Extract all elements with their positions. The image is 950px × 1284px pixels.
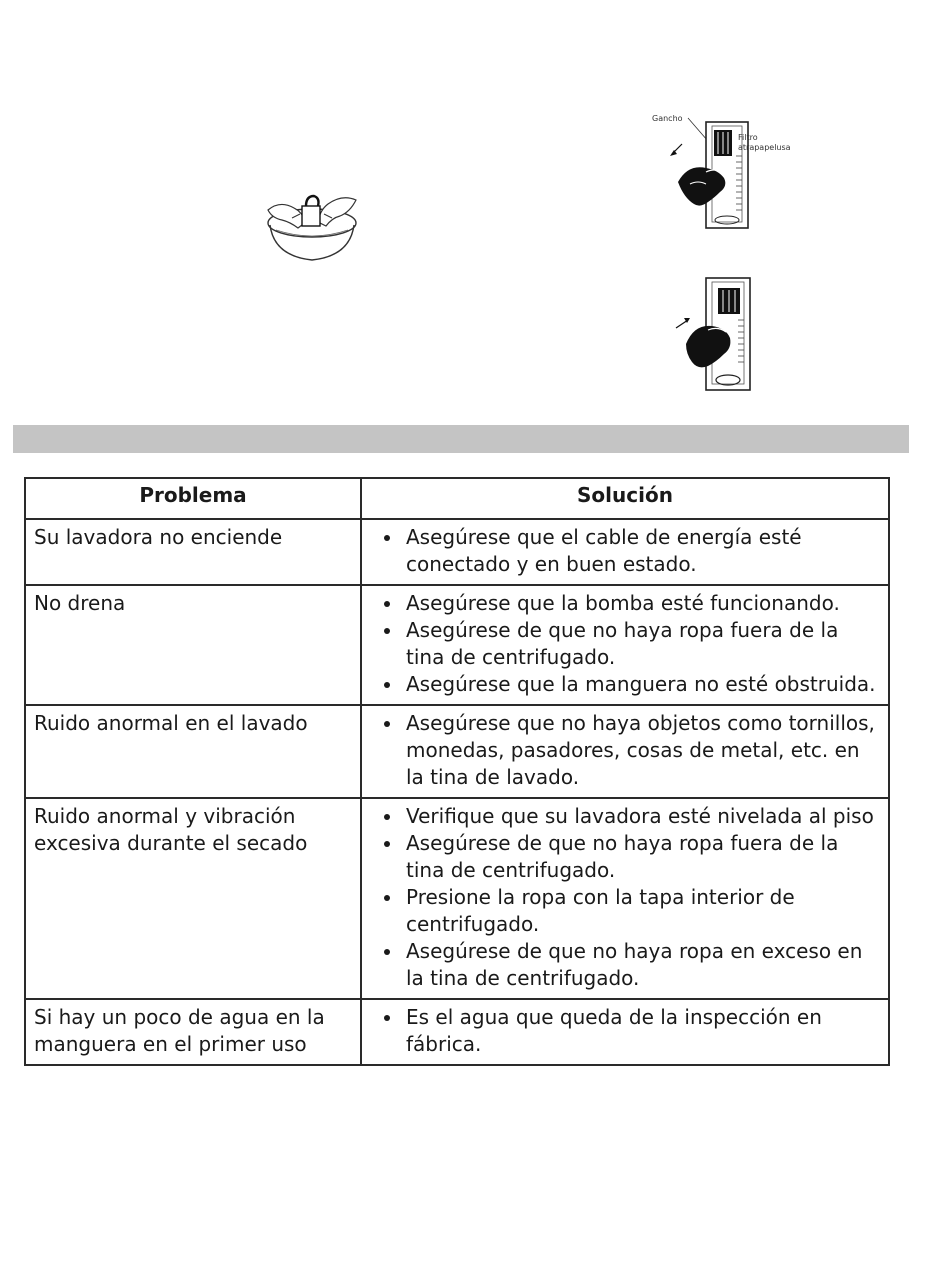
filter-insertion-illustration <box>672 272 782 397</box>
troubleshooting-table <box>24 477 890 1066</box>
problem-cell: Ruido anormal en el lavado <box>25 705 361 798</box>
lint-filter-label: Filtro atrapapelusa <box>738 133 791 152</box>
section-header-bar <box>13 425 909 453</box>
table-row <box>25 798 889 999</box>
solution-cell <box>361 705 889 798</box>
solution-item: Es el agua que queda de la inspección en fábrica. <box>376 1004 878 1058</box>
solution-cell <box>361 585 889 705</box>
solution-item: Asegúrese de que no haya ropa en exceso en la tina de centrifugado. <box>376 938 878 992</box>
solution-item: Asegúrese que el cable de energía esté conectado y en buen estado. <box>376 524 878 578</box>
basin-washing-illustration <box>262 178 362 270</box>
solution-item: Presione la ropa con la tapa interior de centrifugado. <box>376 884 878 938</box>
solution-item: Asegúrese que la bomba esté funcionando. <box>376 590 878 617</box>
solution-cell <box>361 999 889 1065</box>
filter-removal-illustration <box>648 112 818 237</box>
solution-item: Asegúrese de que no haya ropa fuera de la tina de centrifugado. <box>376 617 878 671</box>
table-row <box>25 705 889 798</box>
lint-filter-icon <box>672 272 782 397</box>
solution-column-header: Solución <box>361 478 889 519</box>
problem-cell: No drena <box>25 585 361 705</box>
solution-cell <box>361 798 889 999</box>
hook-label: Gancho <box>652 114 683 123</box>
table-row <box>25 999 889 1065</box>
table-header-row <box>25 478 889 519</box>
solution-item: Asegúrese que la manguera no esté obstruida. <box>376 671 878 698</box>
solution-item: Asegúrese de que no haya ropa fuera de la tina de centrifugado. <box>376 830 878 884</box>
basin-icon <box>262 178 362 270</box>
problem-cell: Si hay un poco de agua en la manguera en el primer uso <box>25 999 361 1065</box>
problem-cell: Su lavadora no enciende <box>25 519 361 585</box>
lint-filter-icon <box>648 112 818 237</box>
solution-item: Asegúrese que no haya objetos como tornillos, monedas, pasadores, cosas de metal, etc. en la tina de lavado. <box>376 710 878 791</box>
problem-cell: Ruido anormal y vibración excesiva durante el secado <box>25 798 361 999</box>
problem-column-header: Problema <box>25 478 361 519</box>
table-row <box>25 585 889 705</box>
solution-cell <box>361 519 889 585</box>
table-row <box>25 519 889 585</box>
solution-item: Verifique que su lavadora esté nivelada al piso <box>376 803 878 830</box>
